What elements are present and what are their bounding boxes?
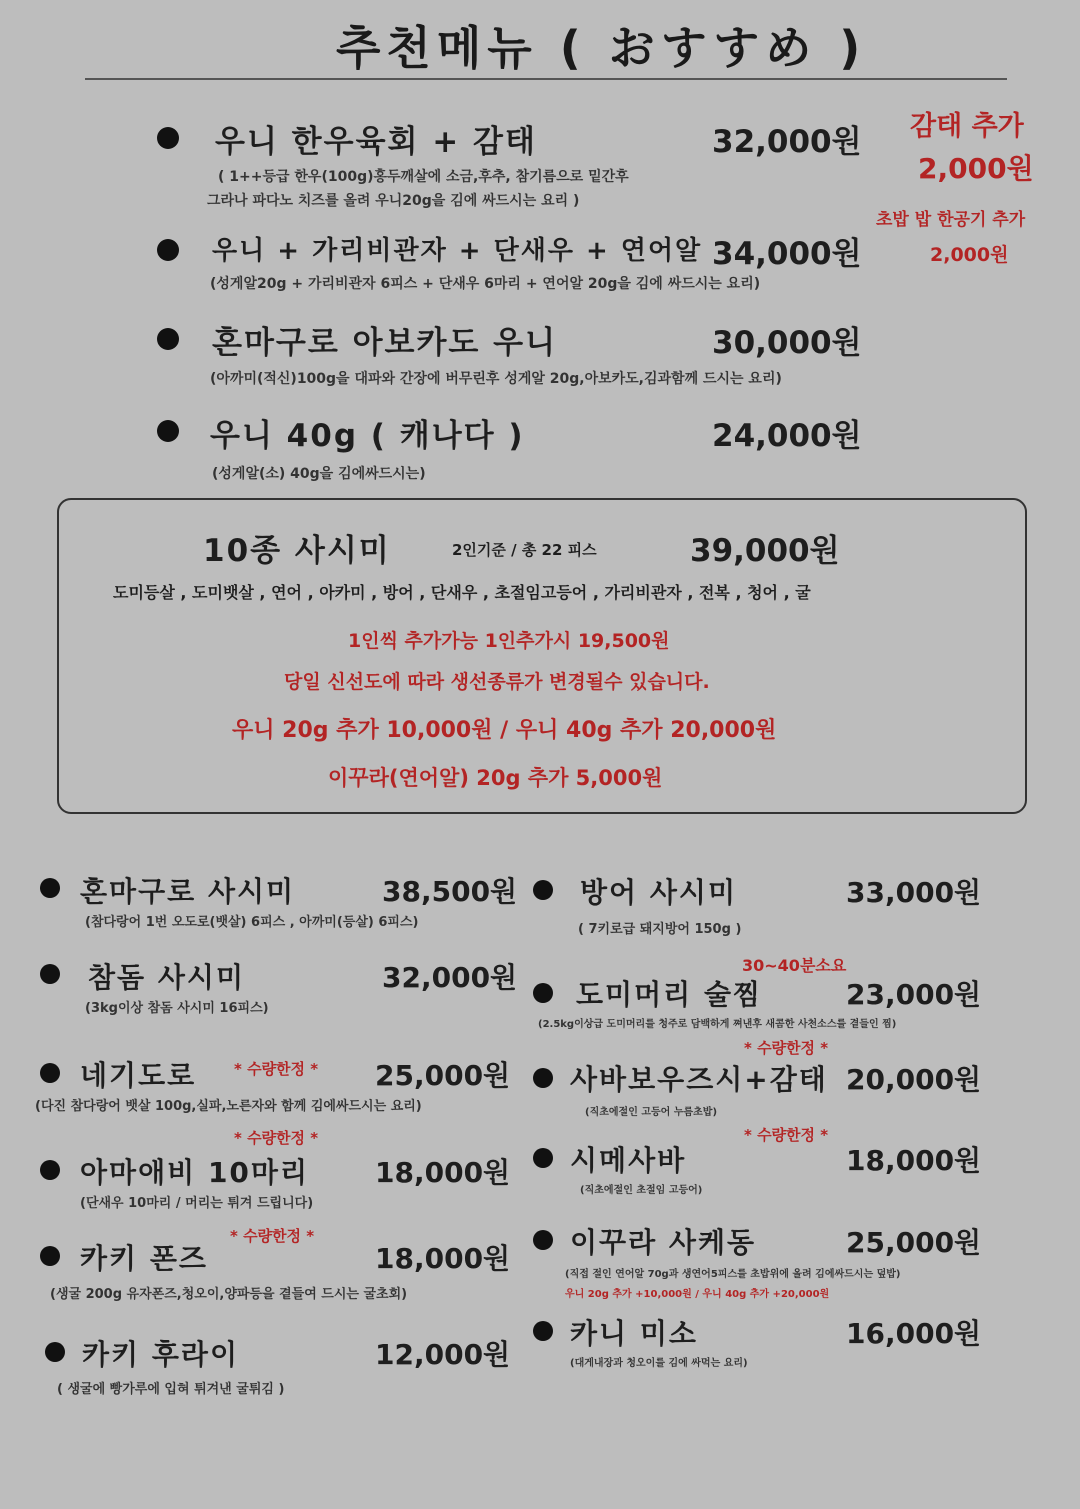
bullet-icon bbox=[533, 1148, 553, 1172]
item-price: 25,000원 bbox=[846, 1226, 982, 1259]
item-name: 우니 한우육회 + 감태 bbox=[215, 124, 537, 160]
item-price: 16,000원 bbox=[846, 1317, 982, 1350]
item-name: 혼마구로 아보카도 우니 bbox=[212, 325, 558, 361]
item-name: 참돔 사시미 bbox=[88, 961, 245, 994]
set-fish-list: 도미등살 , 도미뱃살 , 연어 , 아카미 , 방어 , 단새우 , 초절임고등어 , 가리비관자 , 전복 , 청어 , 굴 bbox=[113, 583, 811, 602]
item-desc: (참다랑어 1번 오도로(뱃살) 6피스 , 아까미(등살) 6피스) bbox=[85, 915, 419, 930]
item-desc: (직초에절인 초절임 고등어) bbox=[580, 1185, 703, 1196]
limited-badge: * 수량한정 * bbox=[230, 1227, 315, 1245]
item-desc: (3kg이상 참돔 사시미 16피스) bbox=[85, 1001, 269, 1016]
bullet-icon bbox=[157, 420, 179, 446]
limited-badge: * 수량한정 * bbox=[744, 1126, 829, 1144]
item-desc: (생굴 200g 유자폰즈,청오이,양파등을 곁들여 드시는 굴초회) bbox=[50, 1287, 408, 1302]
bullet-icon bbox=[533, 983, 553, 1007]
item-desc: ( 1++등급 한우(100g)홍두깨살에 소금,후추, 참기름으로 밑간후 bbox=[218, 169, 629, 185]
limited-badge: * 수량한정 * bbox=[234, 1060, 319, 1078]
rice-add-price: 2,000원 bbox=[930, 244, 1009, 266]
set-name: 10종 사시미 bbox=[203, 533, 391, 569]
bullet-icon bbox=[157, 328, 179, 354]
item-name: 이꾸라 사케동 bbox=[570, 1226, 757, 1259]
item-name: 카키 폰즈 bbox=[80, 1242, 208, 1275]
item-price: 18,000원 bbox=[375, 1156, 511, 1189]
set-freshness-note: 당일 신선도에 따라 생선종류가 변경될수 있습니다. bbox=[284, 671, 710, 693]
item-name: 시메사바 bbox=[570, 1144, 687, 1177]
item-price: 32,000원 bbox=[712, 124, 862, 160]
page-title: 추천메뉴 ( おすすめ ) bbox=[336, 21, 867, 75]
bullet-icon bbox=[45, 1342, 65, 1366]
bullet-icon bbox=[40, 964, 60, 988]
item-name: 혼마구로 사시미 bbox=[80, 875, 296, 908]
uni-add-note: 우니 20g 추가 +10,000원 / 우니 40g 추가 +20,000원 bbox=[565, 1289, 830, 1300]
item-price: 32,000원 bbox=[382, 961, 518, 994]
bullet-icon bbox=[40, 1063, 60, 1087]
time-note: 30~40분소요 bbox=[742, 956, 847, 975]
item-desc: ( 7키로급 돼지방어 150g ) bbox=[578, 922, 742, 937]
item-price: 12,000원 bbox=[375, 1338, 511, 1371]
bullet-icon bbox=[533, 1321, 553, 1345]
item-price: 18,000원 bbox=[846, 1144, 982, 1177]
item-desc: 그라나 파다노 치즈를 올려 우니20g을 김에 싸드시는 요리 ) bbox=[207, 193, 580, 209]
item-name: 우니 + 가리비관자 + 단새우 + 연어알 bbox=[212, 236, 703, 266]
item-price: 30,000원 bbox=[712, 325, 862, 361]
item-desc: (아까미(적신)100g을 대파와 간장에 버무린후 성게알 20g,아보카도,김과함께 드시는 요리) bbox=[210, 371, 782, 387]
item-price: 23,000원 bbox=[846, 978, 982, 1011]
bullet-icon bbox=[40, 1246, 60, 1270]
item-desc: (대게내장과 청오이를 김에 싸먹는 요리) bbox=[570, 1358, 748, 1369]
rice-add-label: 초밥 밥 한공기 추가 bbox=[876, 210, 1026, 230]
set-basis: 2인기준 / 총 22 피스 bbox=[452, 541, 597, 559]
title-divider bbox=[85, 78, 1007, 80]
item-desc: (직초에절인 고등어 누름초밥) bbox=[585, 1107, 718, 1118]
item-price: 20,000원 bbox=[846, 1063, 982, 1096]
item-name: 방어 사시미 bbox=[580, 876, 737, 909]
set-add-person: 1인씩 추가가능 1인추가시 19,500원 bbox=[348, 630, 670, 652]
set-price: 39,000원 bbox=[690, 533, 840, 569]
item-desc: (성게알(소) 40g을 김에싸드시는) bbox=[212, 466, 426, 482]
bullet-icon bbox=[40, 1160, 60, 1184]
set-uni-add: 우니 20g 추가 10,000원 / 우니 40g 추가 20,000원 bbox=[232, 718, 777, 743]
item-price: 24,000원 bbox=[712, 418, 862, 454]
item-desc: (단새우 10마리 / 머리는 튀겨 드립니다) bbox=[80, 1196, 314, 1211]
item-price: 34,000원 bbox=[712, 236, 862, 272]
bullet-icon bbox=[533, 1068, 553, 1092]
set-ikura-add: 이꾸라(연어알) 20g 추가 5,000원 bbox=[328, 766, 663, 790]
item-desc: ( 생굴에 빵가루에 입혀 튀겨낸 굴튀김 ) bbox=[57, 1382, 285, 1397]
bullet-icon bbox=[157, 127, 179, 153]
item-desc: (2.5kg이상급 도미머리를 청주로 담백하게 쪄낸후 새콤한 사천소스를 곁들인 찜) bbox=[538, 1019, 897, 1030]
item-desc: (성게알20g + 가리비관자 6피스 + 단새우 6마리 + 연어알 20g을 김에 싸드시는 요리) bbox=[210, 276, 761, 292]
gamtae-add-price: 2,000원 bbox=[918, 152, 1034, 185]
bullet-icon bbox=[533, 1230, 553, 1254]
item-price: 38,500원 bbox=[382, 875, 518, 908]
bullet-icon bbox=[40, 878, 60, 902]
item-desc: (직접 절인 연어알 70g과 생연어5피스를 초밥위에 올려 김에싸드시는 덮밥) bbox=[565, 1269, 901, 1280]
limited-badge: * 수량한정 * bbox=[744, 1039, 829, 1057]
gamtae-add-label: 감태 추가 bbox=[910, 111, 1024, 142]
item-name: 네기도로 bbox=[80, 1059, 197, 1092]
item-name: 사바보우즈시+감태 bbox=[570, 1063, 828, 1096]
item-price: 18,000원 bbox=[375, 1242, 511, 1275]
item-desc: (다진 참다랑어 뱃살 100g,실파,노른자와 함께 김에싸드시는 요리) bbox=[35, 1099, 422, 1114]
bullet-icon bbox=[533, 880, 553, 904]
item-name: 우니 40g ( 캐나다 ) bbox=[210, 418, 525, 454]
item-price: 33,000원 bbox=[846, 876, 982, 909]
item-name: 카니 미소 bbox=[570, 1317, 698, 1350]
bullet-icon bbox=[157, 239, 179, 265]
limited-badge: * 수량한정 * bbox=[234, 1129, 319, 1147]
item-name: 아마애비 10마리 bbox=[80, 1156, 310, 1189]
item-name: 카키 후라이 bbox=[82, 1338, 239, 1371]
item-price: 25,000원 bbox=[375, 1059, 511, 1092]
item-name: 도미머리 술찜 bbox=[576, 978, 763, 1011]
